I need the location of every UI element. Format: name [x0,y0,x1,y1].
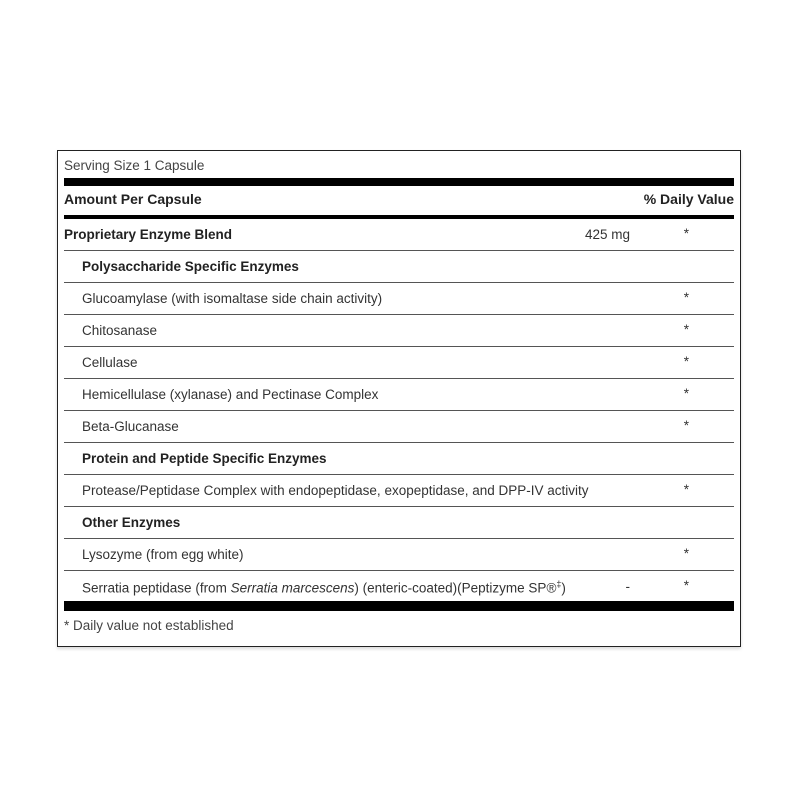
thick-divider-top [64,178,734,186]
ingredient-name: Proprietary Enzyme Blend [64,227,233,242]
table-row [64,347,734,379]
ingredient-daily-value: * [683,322,689,337]
ingredient-name [82,579,566,596]
panel-inner [64,151,734,646]
table-row [64,219,734,251]
ingredient-name: Hemicellulase (xylanase) and Pectinase Complex [82,387,379,402]
footnote: * Daily value not established [64,618,234,633]
ingredient-amount: - [625,579,630,594]
table-row [64,571,734,602]
name-prefix: Serratia peptidase (from [82,580,231,596]
table-row [64,315,734,347]
ingredient-daily-value: * [683,354,689,369]
table-row [64,475,734,507]
ingredient-name: Beta-Glucanase [82,419,179,434]
ingredient-name: Cellulase [82,355,138,370]
name-suffix: ) (enteric-coated)(Peptizyme SP® [354,580,557,596]
ingredient-daily-value: * [683,386,689,401]
table-row [64,283,734,315]
table-row [64,411,734,443]
serving-size: Serving Size 1 Capsule [64,158,205,173]
table-row [64,539,734,571]
amount-per-capsule-label: Amount Per Capsule [64,191,202,207]
ingredient-amount: 425 mg [584,227,630,242]
ingredient-daily-value: * [683,290,689,305]
ingredient-daily-value: * [683,482,689,497]
ingredient-name: Protease/Peptidase Complex with endopeptidase, exopeptidase, and DPP-IV activity [82,483,589,498]
section-heading-row [64,443,734,475]
section-heading: Polysaccharide Specific Enzymes [82,259,299,274]
ingredient-daily-value: * [683,226,689,241]
table-row [64,379,734,411]
section-heading: Other Enzymes [82,515,181,530]
name-superscript: ‡ [556,579,562,589]
section-heading-row [64,251,734,283]
supplement-facts-panel [57,150,741,647]
ingredient-name: Glucoamylase (with isomaltase side chain activity) [82,291,383,306]
ingredient-daily-value: * [683,578,689,593]
section-heading: Protein and Peptide Specific Enzymes [82,451,327,466]
ingredient-rows [64,219,734,602]
ingredient-daily-value: * [683,418,689,433]
name-italic: Serratia marcescens [230,580,355,596]
section-heading-row [64,507,734,539]
ingredient-daily-value: * [683,546,689,561]
thick-divider-bottom [64,601,734,611]
column-header [64,186,734,219]
name-close: ) [561,580,566,596]
ingredient-name: Chitosanase [82,323,158,338]
ingredient-name: Lysozyme (from egg white) [82,547,244,562]
daily-value-label: % Daily Value [643,191,734,207]
